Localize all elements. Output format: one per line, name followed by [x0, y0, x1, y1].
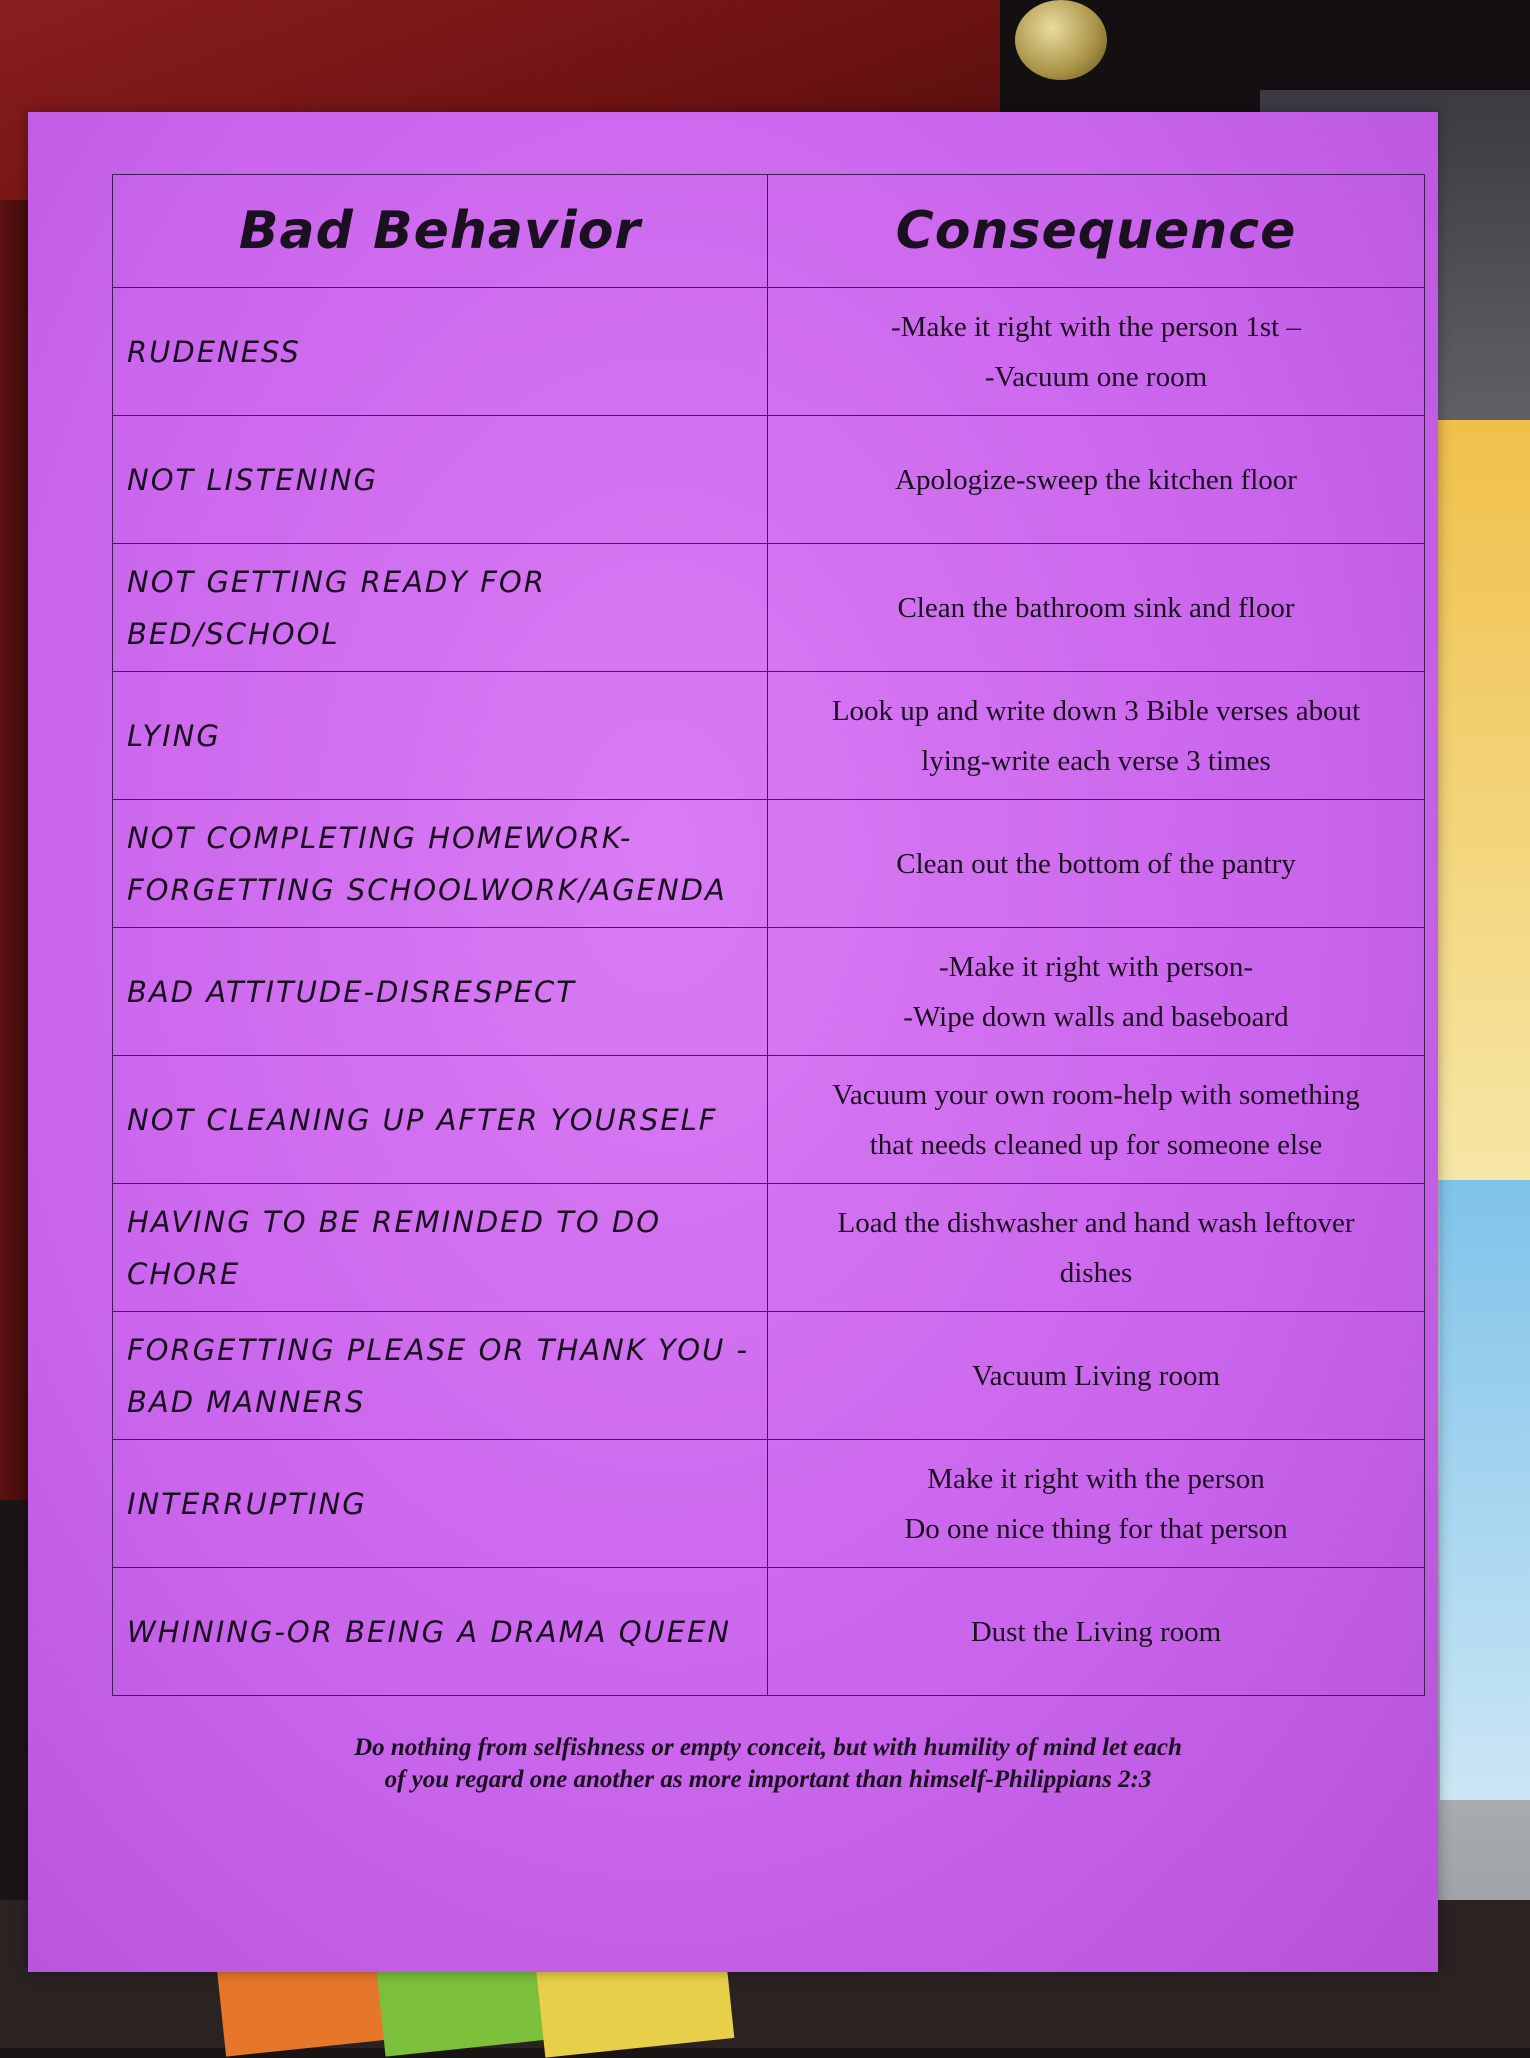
- consequence-cell: [768, 544, 1425, 672]
- table-row: [113, 544, 1425, 672]
- consequence-cell: [768, 1312, 1425, 1440]
- table-row: [113, 1184, 1425, 1312]
- table-body: [113, 288, 1425, 1696]
- consequence-cell: [768, 1568, 1425, 1696]
- consequence-line: Clean the bathroom sink and floor: [897, 591, 1295, 624]
- table-row: [113, 1312, 1425, 1440]
- consequence-cell: [768, 1184, 1425, 1312]
- purple-sheet: [28, 112, 1438, 1972]
- consequence-line: Clean out the bottom of the pantry: [896, 847, 1296, 880]
- consequence-line: -Vacuum one room: [984, 360, 1208, 393]
- behavior-cell: WHINING-OR BEING A DRAMA QUEEN: [113, 1568, 768, 1696]
- behavior-cell: INTERRUPTING: [113, 1440, 768, 1568]
- verse-line-1: Do nothing from selfishness or empty conceit, but with humility of mind let each: [354, 1734, 1182, 1761]
- consequence-cell: [768, 288, 1425, 416]
- binder-clasp: [1015, 0, 1107, 80]
- table-row: [113, 1568, 1425, 1696]
- consequence-line: -Wipe down walls and baseboard: [903, 1000, 1289, 1033]
- behavior-cell: LYING: [113, 672, 768, 800]
- consequence-cell: [768, 416, 1425, 544]
- consequence-cell: [768, 928, 1425, 1056]
- consequence-line: Make it right with the person: [927, 1462, 1265, 1495]
- table-row: [113, 928, 1425, 1056]
- behavior-cell: HAVING TO BE REMINDED TO DO CHORE: [113, 1184, 768, 1312]
- behavior-consequence-table: [112, 174, 1425, 1696]
- consequence-line: -Make it right with person-: [938, 950, 1254, 983]
- consequence-line: that needs cleaned up for someone else: [869, 1128, 1323, 1161]
- consequence-cell: [768, 672, 1425, 800]
- consequence-line: Load the dishwasher and hand wash leftover: [837, 1206, 1355, 1239]
- column-header-behavior: Bad Behavior: [113, 175, 768, 288]
- behavior-cell: FORGETTING PLEASE OR THANK YOU - BAD MANNERS: [113, 1312, 768, 1440]
- consequence-line: -Make it right with the person 1st –: [891, 310, 1301, 343]
- table-row: [113, 1440, 1425, 1568]
- consequence-line: Vacuum your own room-help with something: [832, 1078, 1360, 1111]
- table-row: [113, 800, 1425, 928]
- behavior-cell: RUDENESS: [113, 288, 768, 416]
- table-row: [113, 288, 1425, 416]
- column-header-consequence: Consequence: [768, 175, 1425, 288]
- background-blue-paper: [1440, 1180, 1530, 1800]
- table-row: [113, 672, 1425, 800]
- consequence-line: Apologize-sweep the kitchen floor: [895, 463, 1297, 496]
- bible-verse: [112, 1732, 1424, 1796]
- behavior-cell: NOT CLEANING UP AFTER YOURSELF: [113, 1056, 768, 1184]
- consequence-cell: [768, 1056, 1425, 1184]
- behavior-cell: NOT GETTING READY FOR BED/SCHOOL: [113, 544, 768, 672]
- table-row: [113, 1056, 1425, 1184]
- behavior-cell: NOT LISTENING: [113, 416, 768, 544]
- consequence-line: Do one nice thing for that person: [904, 1512, 1288, 1545]
- verse-line-2: of you regard one another as more important than himself-Philippians 2:3: [384, 1766, 1152, 1793]
- consequence-line: dishes: [1059, 1256, 1133, 1289]
- consequence-line: Look up and write down 3 Bible verses about: [831, 694, 1361, 727]
- table-header-row: [113, 175, 1425, 288]
- behavior-cell: BAD ATTITUDE-DISRESPECT: [113, 928, 768, 1056]
- table-row: [113, 416, 1425, 544]
- consequence-line: Dust the Living room: [970, 1615, 1222, 1648]
- consequence-line: lying-write each verse 3 times: [921, 744, 1271, 777]
- behavior-cell: NOT COMPLETING HOMEWORK- FORGETTING SCHOOLWORK/AGENDA: [113, 800, 768, 928]
- consequence-cell: [768, 800, 1425, 928]
- consequence-cell: [768, 1440, 1425, 1568]
- consequence-line: Vacuum Living room: [971, 1359, 1221, 1392]
